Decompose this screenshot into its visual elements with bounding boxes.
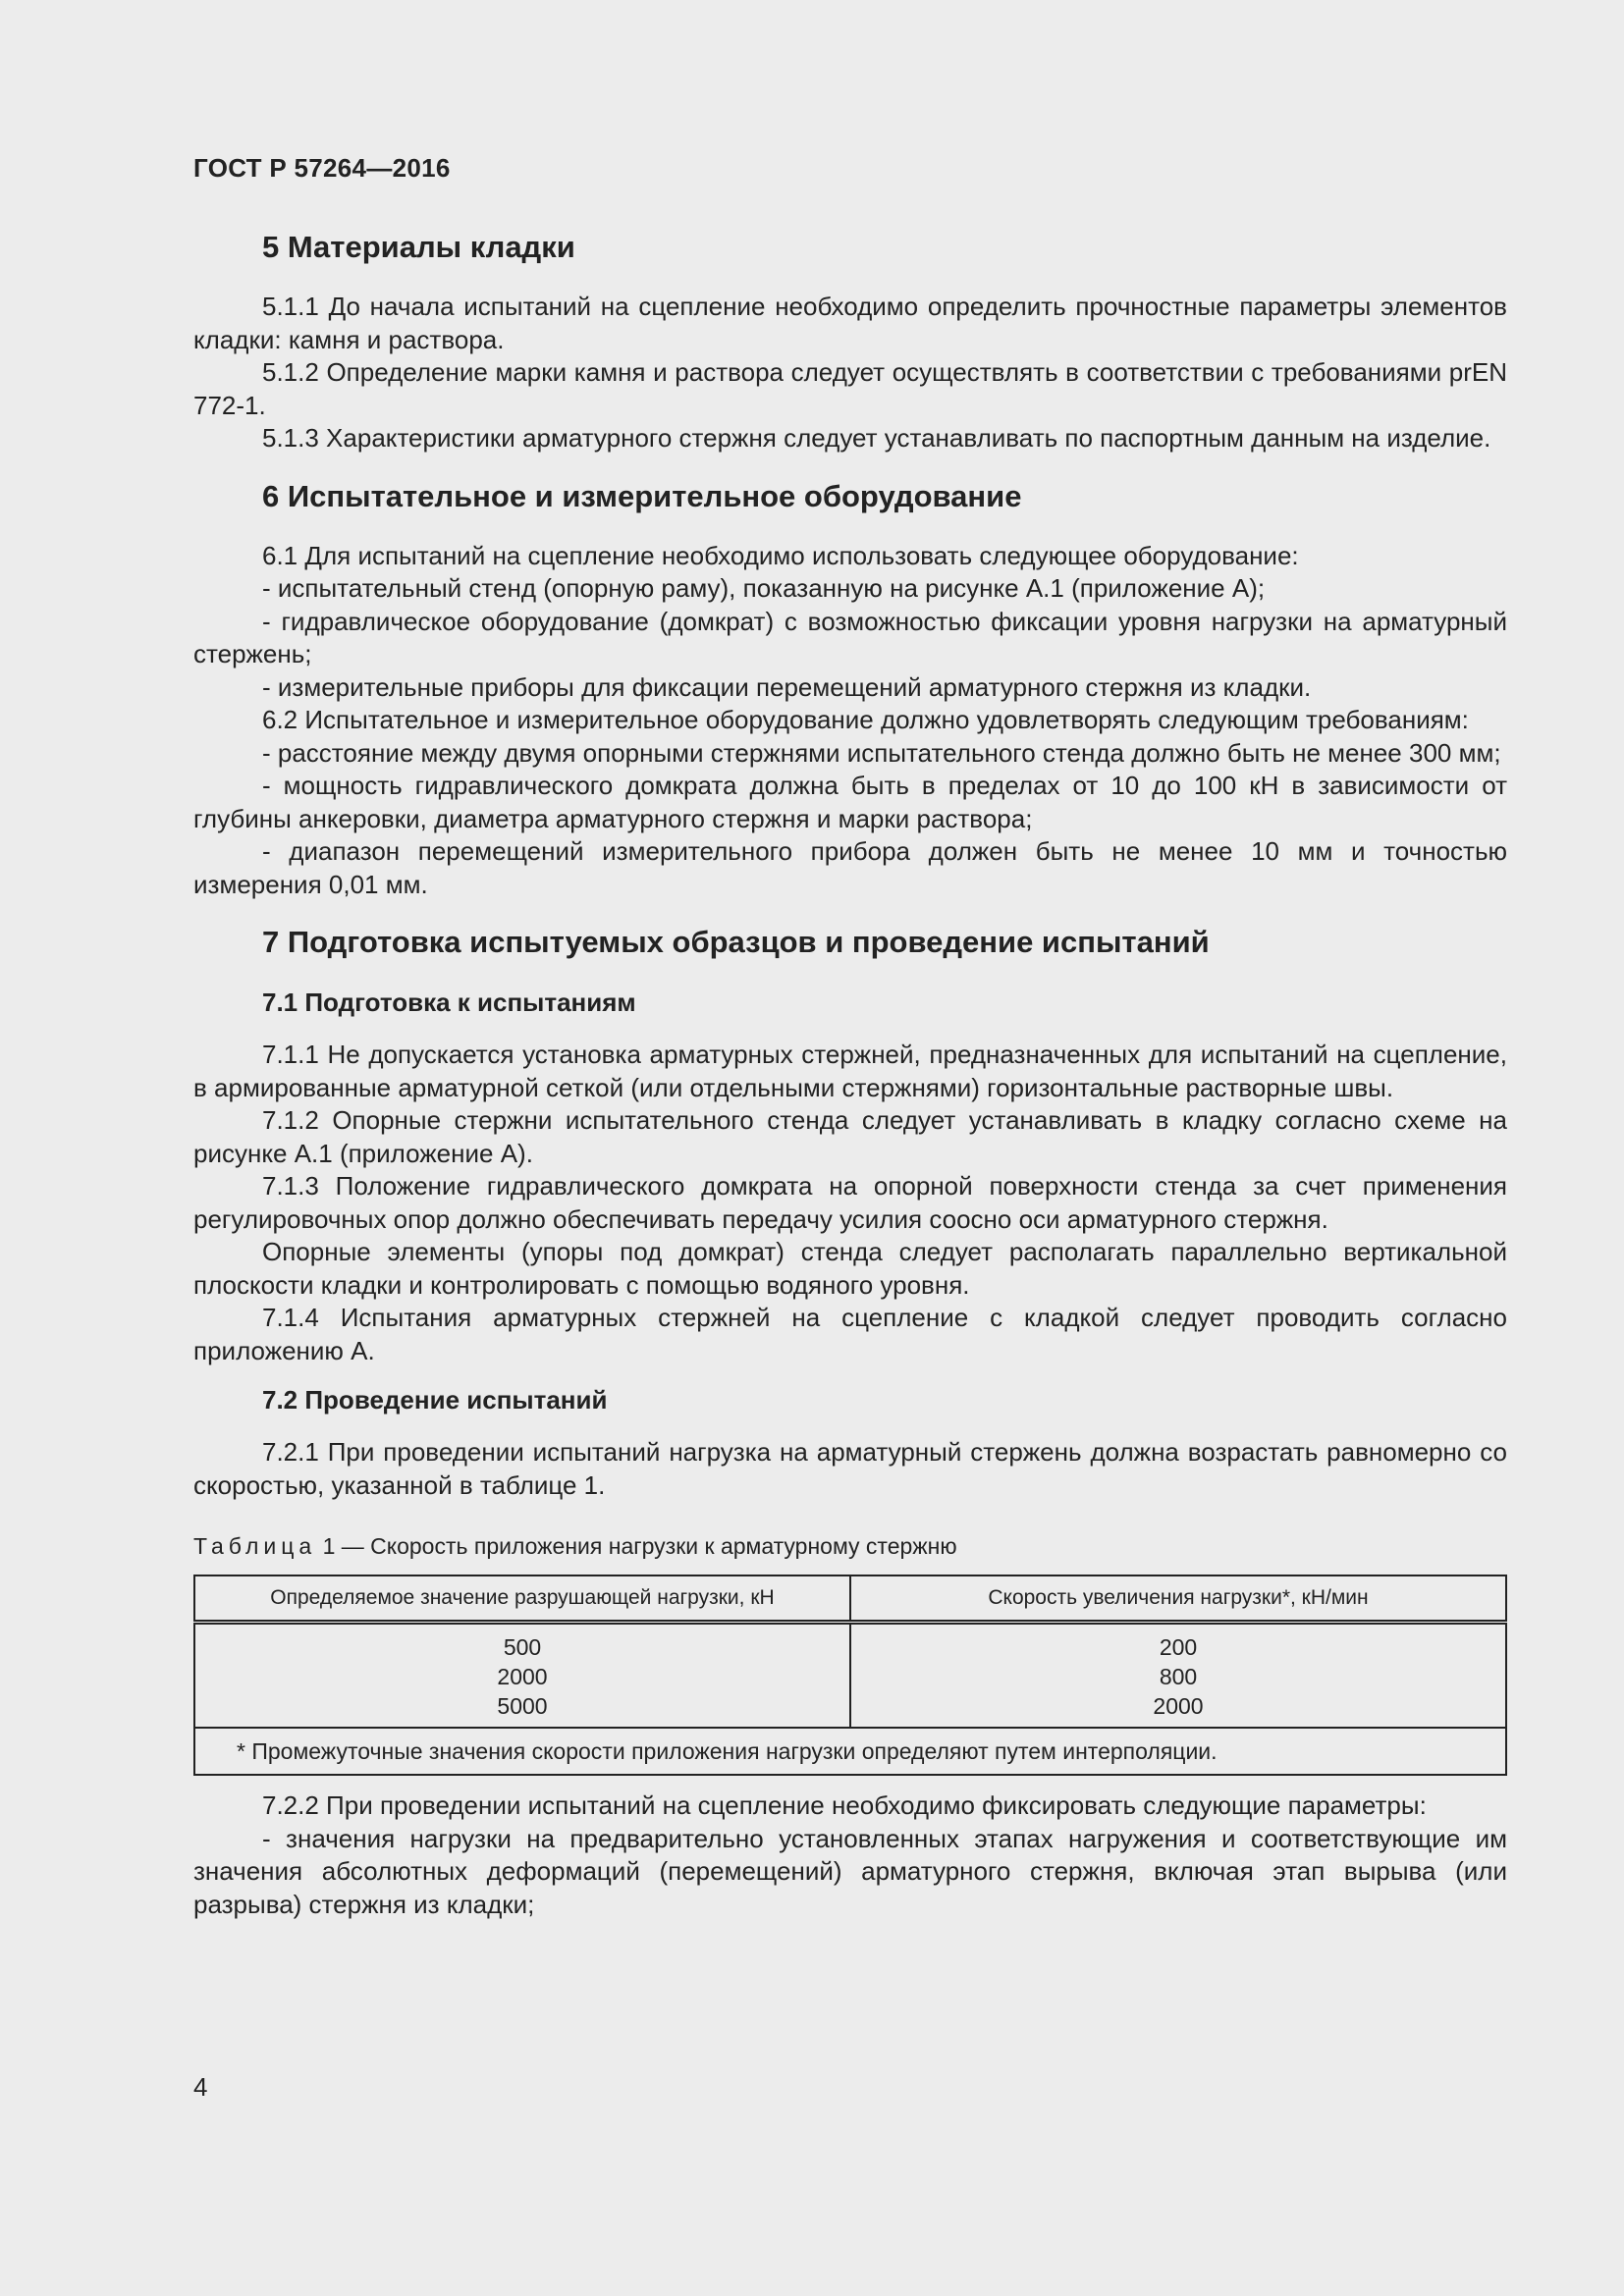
- document-code-header: ГОСТ Р 57264—2016: [193, 153, 451, 183]
- list-item: - значения нагрузки на предварительно установленных этапах нагружения и соответствующие им значения абсолютных деформаций (перемещений) арматурного стержня, включая этап вырыва (или разрыва) стержня из кладки;: [193, 1823, 1507, 1919]
- page-content: [193, 147, 1507, 1921]
- table-caption: [193, 1531, 1507, 1561]
- page-number: 4: [193, 2072, 208, 2102]
- paragraph-6-2: 6.2 Испытательное и измерительное оборудование должно удовлетворять следующим требованиям:: [262, 705, 1469, 734]
- list-item: - расстояние между двумя опорными стержнями испытательного стенда должно быть не менее 300 мм;: [262, 737, 1501, 768]
- table-caption-text: 1 — Скорость приложения нагрузки к арматурному стержню: [316, 1533, 957, 1559]
- paragraph-7-1-4: 7.1.4 Испытания арматурных стержней на сцепление с кладкой следует проводить согласно приложению А.: [193, 1303, 1507, 1365]
- table-value: 2000: [1153, 1693, 1204, 1719]
- table-caption-label: Таблица: [193, 1533, 317, 1559]
- subsection-7-2-heading: 7.2 Проведение испытаний: [262, 1385, 608, 1415]
- paragraph-7-1-1: 7.1.1 Не допускается установка арматурных стержней, предназначенных для испытаний на сцепление, в армированные арматурной сеткой (или отдельными стержнями) горизонтальные растворные швы.: [193, 1040, 1507, 1102]
- paragraph-7-1-3-cont: Опорные элементы (упоры под домкрат) стенда следует располагать параллельно вертикальной плоскости кладки и контролировать с помощью водяного уровня.: [193, 1237, 1507, 1300]
- subsection-7-1-heading: 7.1 Подготовка к испытаниям: [262, 988, 636, 1017]
- table-cell-load-rate: [850, 1623, 1506, 1729]
- paragraph-5-1-3: 5.1.3 Характеристики арматурного стержня следует устанавливать по паспортным данным на изделие.: [262, 423, 1491, 453]
- paragraph-5-1-1: 5.1.1 До начала испытаний на сцепление необходимо определить прочностные параметры элементов кладки: камня и раствора.: [193, 292, 1507, 354]
- table-footnote-row: [194, 1728, 1506, 1775]
- list-item: - испытательный стенд (опорную раму), показанную на рисунке А.1 (приложение А);: [262, 573, 1266, 603]
- paragraph-7-1-2: 7.1.2 Опорные стержни испытательного стенда следует устанавливать в кладку согласно схеме на рисунке А.1 (приложение А).: [193, 1105, 1507, 1168]
- paragraph-7-1-3: 7.1.3 Положение гидравлического домкрата на опорной поверхности стенда за счет применения регулировочных опор должно обеспечивать передачу усилия соосно оси арматурного стержня.: [193, 1171, 1507, 1234]
- table-value: 800: [1159, 1664, 1198, 1689]
- table-cell-breaking-load: [194, 1623, 850, 1729]
- table-footnote: * Промежуточные значения скорости приложения нагрузки определяют путем интерполяции.: [194, 1728, 1506, 1775]
- table-value: 2000: [497, 1664, 548, 1689]
- paragraph-5-1-2: 5.1.2 Определение марки камня и раствора следует осуществлять в соответствии с требованиями prEN 772-1.: [193, 357, 1507, 420]
- section-7-heading: 7 Подготовка испытуемых образцов и проведение испытаний: [262, 925, 1210, 959]
- table-value: 500: [503, 1634, 542, 1660]
- table-value: 5000: [497, 1693, 548, 1719]
- table-header-breaking-load: Определяемое значение разрушающей нагрузки, кН: [194, 1575, 850, 1623]
- paragraph-6-1: 6.1 Для испытаний на сцепление необходимо использовать следующее оборудование:: [262, 540, 1299, 570]
- list-item: - гидравлическое оборудование (домкрат) с возможностью фиксации уровня нагрузки на арматурный стержень;: [193, 606, 1507, 668]
- table-header-load-rate: Скорость увеличения нагрузки*, кН/мин: [850, 1575, 1506, 1623]
- list-item: - диапазон перемещений измерительного прибора должен быть не менее 10 мм и точностью измерения 0,01 мм.: [193, 836, 1507, 899]
- section-5-heading: 5 Материалы кладки: [262, 230, 575, 264]
- list-item: - измерительные приборы для фиксации перемещений арматурного стержня из кладки.: [262, 671, 1312, 702]
- paragraph-7-2-2: 7.2.2 При проведении испытаний на сцепление необходимо фиксировать следующие параметры:: [262, 1790, 1427, 1820]
- table-value: 200: [1159, 1634, 1198, 1660]
- list-item: - мощность гидравлического домкрата должна быть в пределах от 10 до 100 кН в зависимости от глубины анкеровки, диаметра арматурного стержня и марки раствора;: [193, 771, 1507, 833]
- section-6-heading: 6 Испытательное и измерительное оборудование: [262, 478, 1022, 513]
- table-row: [194, 1623, 1506, 1729]
- load-rate-table: [193, 1575, 1507, 1776]
- paragraph-7-2-1: 7.2.1 При проведении испытаний нагрузка на арматурный стержень должна возрастать равномерно со скоростью, указанной в таблице 1.: [193, 1437, 1507, 1500]
